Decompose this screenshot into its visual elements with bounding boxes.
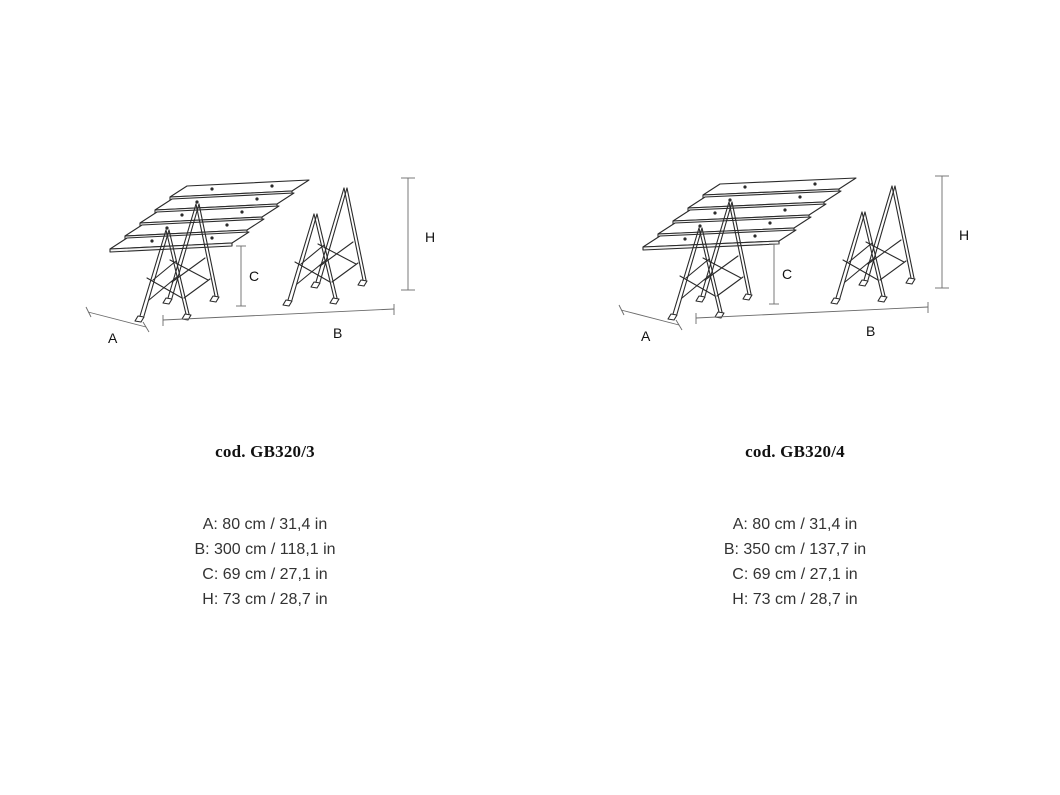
label-h: H <box>959 227 970 243</box>
product-code-left: cod. GB320/3 <box>215 442 315 461</box>
label-c: C <box>782 266 793 282</box>
dimension-list-right <box>530 512 1060 612</box>
label-a: A <box>641 328 651 344</box>
table-drawing-left <box>0 120 530 410</box>
label-h: H <box>425 229 436 245</box>
label-c: C <box>249 268 260 284</box>
dimension-c: C: 69 cm / 27,1 in <box>202 566 328 583</box>
dimension-a: A: 80 cm / 31,4 in <box>202 516 328 533</box>
product-code-right: cod. GB320/4 <box>745 442 845 461</box>
dimension-list-left <box>0 512 530 612</box>
dimension-h: H: 73 cm / 28,7 in <box>732 591 858 608</box>
label-a: A <box>108 330 118 346</box>
trestle-table-illustration <box>530 120 1060 410</box>
dimension-b: B: 300 cm / 118,1 in <box>194 541 336 558</box>
table-drawing-right <box>530 120 1060 410</box>
dimension-b: B: 350 cm / 137,7 in <box>723 541 867 558</box>
dimension-a: A: 80 cm / 31,4 in <box>732 516 858 533</box>
trestle-table-illustration <box>0 120 530 410</box>
product-panel-right <box>530 0 1060 795</box>
label-b: B <box>866 323 876 339</box>
label-b: B <box>333 325 343 341</box>
dimension-c: C: 69 cm / 27,1 in <box>732 566 858 583</box>
dimension-h: H: 73 cm / 28,7 in <box>202 591 328 608</box>
